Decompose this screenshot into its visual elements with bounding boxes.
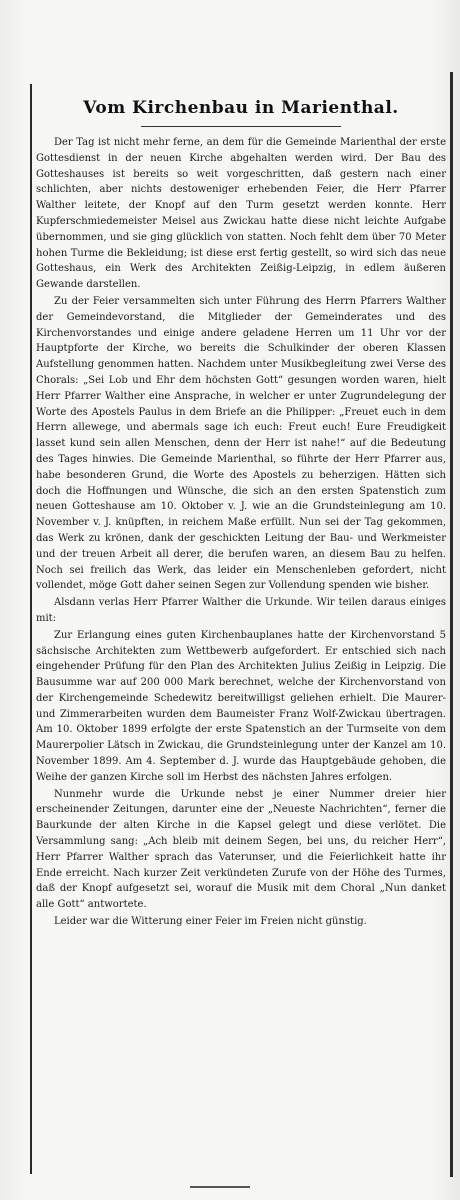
newspaper-article xyxy=(36,84,446,1169)
article-title: Vom Kirchenbau in Marienthal. xyxy=(83,98,399,118)
article-paragraph-6: Leider war die Witterung einer Feier im Freien nicht günstig. xyxy=(54,916,367,928)
article-paragraph-1: Der Tag ist nicht mehr ferne, an dem für die Gemeinde Marienthal der erste Gottesdienst in der neuen Kirche abgehalten werden wird. Der Bau des Gotteshauses ist bereits so weit vorgeschritten, daß gestern nach einer schlichten, aber nichts destoweniger erhebenden Feier, die Herr Pfarrer Walther leitete, der Knopf auf den Turm gesetzt werden konnte. Herr Kupferschmiedemeister Meisel aus Zwickau hatte diese nicht leichte Aufgabe übernommen, und sie ging glücklich von statten. Noch fehlt dem über 70 Meter hohen Turme die Bekleidung; ist diese erst fertig gestellt, so wird sich das neue Gotteshaus, ein Werk des Architekten Zeißig-Leipzig, in edlem äußeren Gewande darstellen. xyxy=(36,137,446,291)
column-rule-right xyxy=(450,72,453,1177)
article-paragraph-2: Zu der Feier versammelten sich unter Führung des Herrn Pfarrers Walther der Gemeindevorstand, die Mitglieder der Gemeinderates und des Kirchenvorstandes und einige andere geladene Herren um 11 Uhr vor der Hauptpforte der Kirche, wo bereits die Schulkinder der oberen Klassen Aufstellung genommen hatten. Nachdem unter Musikbegleitung zwei Verse des Chorals: „Sei Lob und Ehr dem höchsten Gott“ gesungen worden waren, hielt Herr Pfarrer Walther eine Ansprache, in welcher er unter Zugrundelegung der Worte des Apostels Paulus in dem Briefe an die Philipper: „Freuet euch in dem Herrn allewege, und abermals sage ich euch: Freut euch! Eure Freudigkeit lasset kund sein allen Menschen, denn der Herr ist nahe!“ auf die Bedeutung des Tages hinwies. Die Gemeinde Marienthal, so führte der Herr Pfarrer aus, habe besonderen Grund, die Worte des Apostels zu beherzigen. Hätten sich doch die Hoffnungen und Wünsche, die sich an den ersten Spatenstich zum neuen Gotteshause am 10. Oktober v. J. wie an die Grundsteinlegung am 10. November v. J. knüpften, in reichem Maße erfüllt. Nun sei der Tag gekommen, das Werk zu krönen, dank der geschickten Leitung der Bau- und Werkmeister und der treuen Arbeit all derer, die berufen waren, an diesem Bau zu helfen. Noch sei freilich das Werk, das leider ein Menschenleben gefordert, nicht vollendet, möge Gott daher seinen Segen zur Vollendung spenden wie bisher. xyxy=(36,295,446,592)
column-rule-left xyxy=(30,84,32,1174)
title-underline xyxy=(141,126,341,127)
end-rule xyxy=(190,1186,250,1188)
article-paragraph-3: Alsdann verlas Herr Pfarrer Walther die Urkunde. Wir teilen daraus einiges mit: xyxy=(36,597,446,624)
article-paragraph-5: Nunmehr wurde die Urkunde nebst je einer Nummer dreier hier erscheinender Zeitungen, darunter eine der „Neueste Nachrichten“, ferner die Baurkunde der alten Kirche in die Kapsel gelegt und diese verlötet. Die Versammlung sang: „Ach bleib mit deinem Segen, bei uns, du reicher Herr“, Herr Pfarrer Walther sprach das Vaterunser, und die Feierlichkeit hatte ihr Ende erreicht. Nach kurzer Zeit verkündeten Zurufe von der Höhe des Turmes, daß der Knopf aufgesetzt sei, worauf die Musik mit dem Choral „Nun danket alle Gott“ antwortete. xyxy=(36,788,446,911)
article-paragraph-4: Zur Erlangung eines guten Kirchenbauplanes hatte der Kirchenvorstand 5 sächsische Architekten zum Wettbewerb aufgefordert. Er entschied sich nach eingehender Prüfung für den Plan des Architekten Julius Zeißig in Leipzig. Die Bausumme war auf 200 000 Mark berechnet, welche der Kirchenvorstand von der Kirchengemeinde Schedewitz bereitwilligst geliehen erhielt. Die Maurer- und Zimmerarbeiten wurden dem Baumeister Franz Wolf-Zwickau übertragen. Am 10. Oktober 1899 erfolgte der erste Spatenstich an der Turmseite von dem Maurerpolier Lätsch in Zwickau, die Grundsteinlegung unter der Kanzel am 10. November 1899. Am 4. September d. J. wurde das Hauptgebäude gehoben, die Weihe der ganzen Kirche soll im Herbst des nächsten Jahres erfolgen. xyxy=(36,629,446,783)
